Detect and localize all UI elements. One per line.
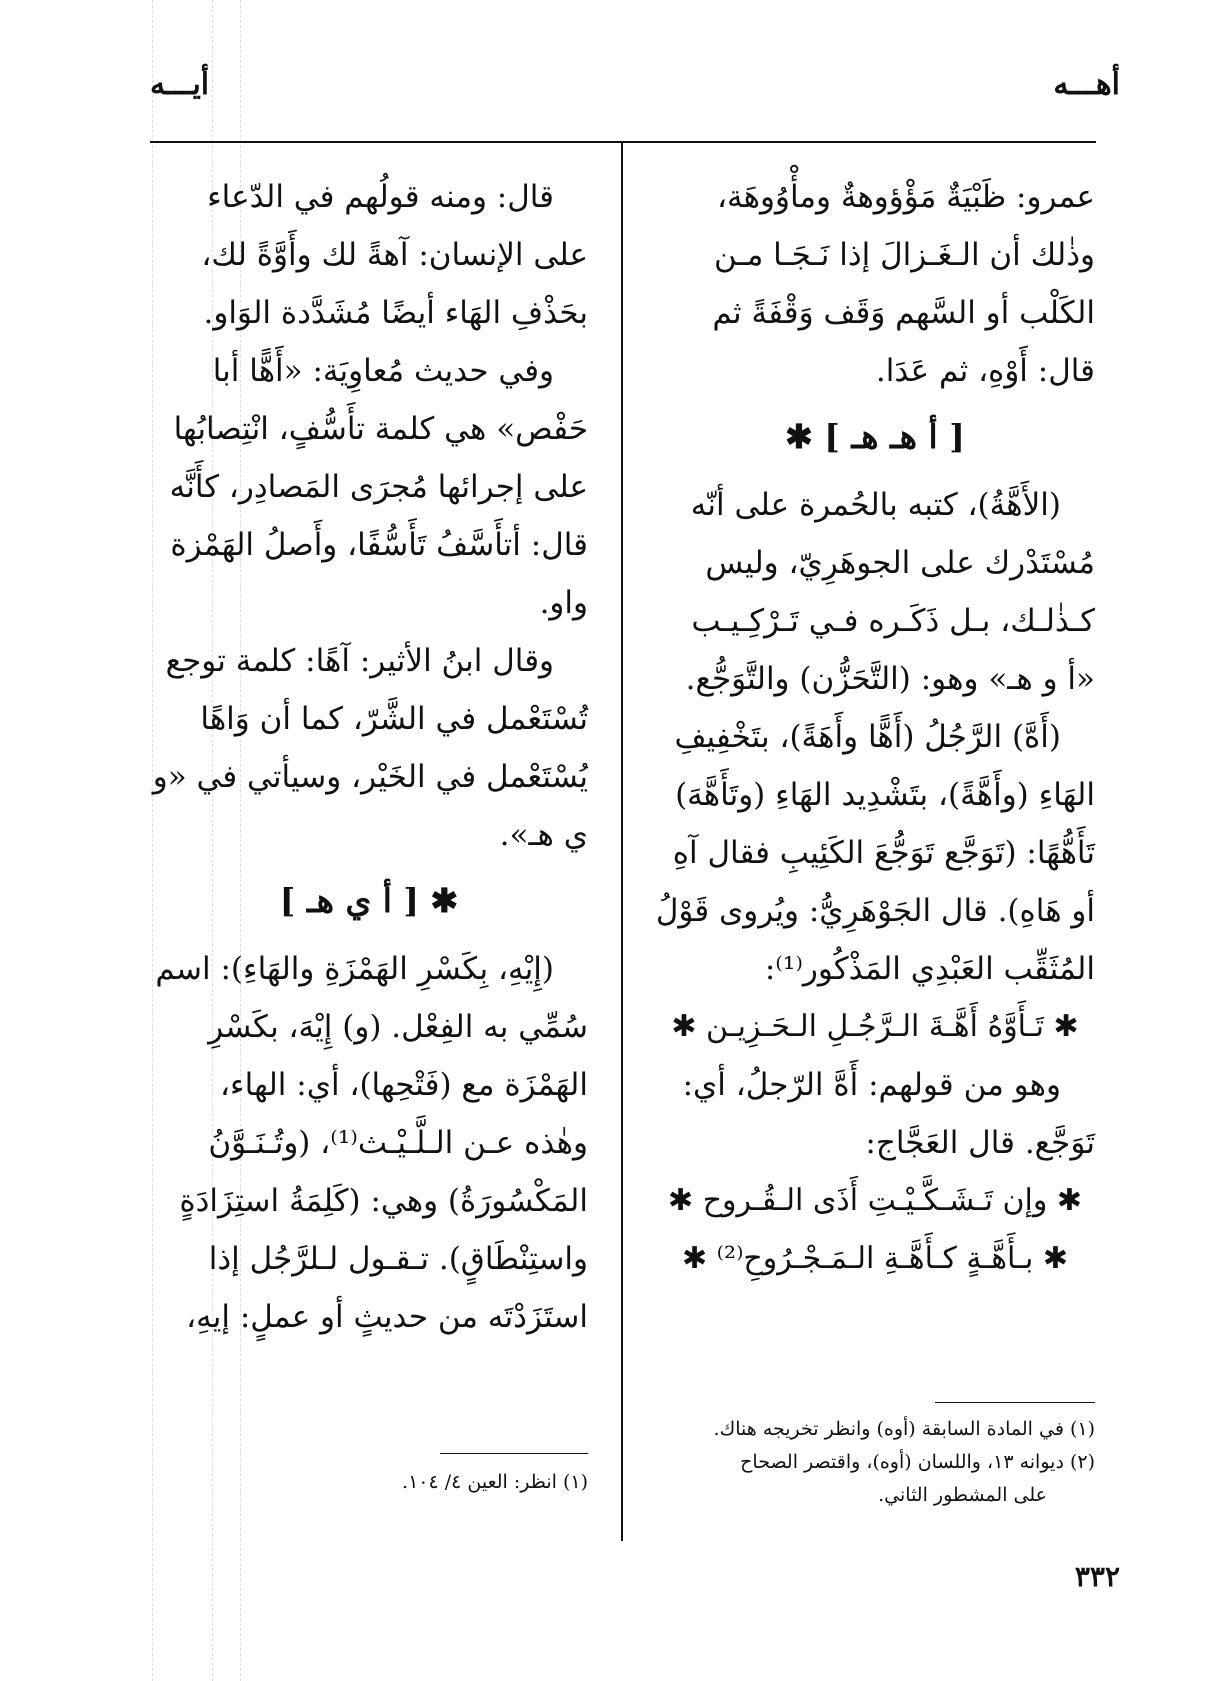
footnote-continuation: على المشطور الثاني.	[878, 1484, 1047, 1506]
paragraph: عمرو: ظَبْيَةٌ مَؤْؤوهةٌ ومأْوُوهَة، وذٰلك أن الـغَـزالَ إذا نَـجَـا مـن الكَلْب أو السَّهم وَقَف وَقْفَةً ثم قال: أَوْهِ، ثم عَدَا.	[712, 179, 1095, 389]
footnotes-right	[655, 1413, 1095, 1512]
verse-line: ✱ بـأَهَّـةٍ كـأَهَّـةِ الـمَـجْـرُوحِ⁽²⁾ ✱	[681, 1241, 1069, 1276]
paragraph: وقال ابنُ الأثير: آهًا: كلمة توجع تُسْتَعْمل في الشَّرّ، كما أن وَاهًا يُسْتَعْمل في الخَيْر، وسيأتي في «و ي هـ».	[152, 643, 588, 853]
entry-heading: ✱ [ أ ي هـ ]	[279, 881, 459, 920]
entry-heading: [ أ هـ هـ ] ✱	[785, 417, 965, 456]
left-column	[150, 168, 588, 1438]
paragraph: قال: ومنه قولُهم في الدّعاء على الإنسان: آهةً لك وأَوَّةً لك، بحَذْفِ الهَاء أيضًا مُشَدَّدة الوَاو.	[201, 179, 588, 331]
footnote-rule	[440, 1453, 588, 1454]
paragraph: وفي حديث مُعاوِيَة: «أَهًّا أبا حَفْص» هي كلمة تأَسُّفٍ، انْتِصابُها على إجرائها مُجرَى المَصادِر، كأَنَّه قال: أتأَسَّفُ تَأَسُّفًا، وأَصلُ الهَمْزة واو.	[169, 353, 588, 621]
footnotes-left	[150, 1466, 588, 1499]
right-column	[655, 168, 1095, 1398]
column-divider	[621, 143, 623, 1541]
page-number: ٣٣٢	[1074, 1560, 1120, 1593]
footnote: (١) في المادة السابقة (أوه) وانظر تخريجه هناك.	[713, 1418, 1095, 1440]
running-head-right: أهـــه	[1053, 67, 1120, 102]
paragraph: (إِيْهِ، بِكَسْرِ الهَمْزَةِ والهَاءِ): اسم سُمِّي به الفِعْل. (و) إِيْهَ، بكَسْرِ الهَمْزَة مع (فَتْحِها)، أي: الهاء، وهٰذه عـن الـلَّـيْـث⁽¹⁾، (وتُـنَـوَّنُ المَكْسُورَةُ) وهي: (كَلِمَةُ استِزَادَةٍ واستِنْطَاقٍ). تـقـول لـلرَّجُل إذا استَزَدْتَه من حديثٍ أو عملٍ: إيهِ،	[155, 951, 588, 1335]
footnote: (١) انظر: العين ٤/ ١٠٤.	[402, 1471, 588, 1493]
verse-line: ✱ تَـأَوَّهُ أَهَّـةَ الـرَّجُـلِ الـحَـزِيـن ✱	[671, 1009, 1079, 1044]
footnote: (٢) ديوانه ١٣، واللسان (أوه)، واقتصر الصحاح	[740, 1451, 1095, 1473]
paragraph: (الأَهَّةُ)، كتبه بالحُمرة على أنّه مُسْتَدْرك على الجوهَرِيّ، وليس كـذٰلـك، بـل ذَكَـره فـي تَـرْكِـيـب «أ و هـ» وهو: (التَّحَزُّن) والتَّوَجُّع.	[685, 487, 1095, 697]
header-rule	[150, 141, 1096, 143]
running-head-left: أيـــه	[150, 67, 210, 102]
paragraph: وهو من قولهم: أَهَّ الرّجلُ، أي: تَوَجَّع. قال العَجَّاج:	[682, 1067, 1095, 1161]
footnote-rule	[935, 1402, 1095, 1403]
paragraph: (أَهَّ) الرَّجُلُ (أَهًّا وأَهَةً)، بتَخْفِيفِ الهَاءِ (وأَهَّةً)، بتَشْدِيد الهَاءِ (وتَأَهَّهَ) تَأَهُّهًا: (تَوَجَّع تَوَجُّعَ الكَئِيبِ فقال آهِ أو هَاهِ). قال الجَوْهَرِيُّ: ويُروى قَوْلُ المُثَقِّب العَبْدِي المَذْكُور⁽¹⁾:	[655, 719, 1095, 987]
verse-line: ✱ وإن تَـشَـكَّـيْـتِ أَذَى الـقُـروح ✱	[668, 1183, 1082, 1218]
